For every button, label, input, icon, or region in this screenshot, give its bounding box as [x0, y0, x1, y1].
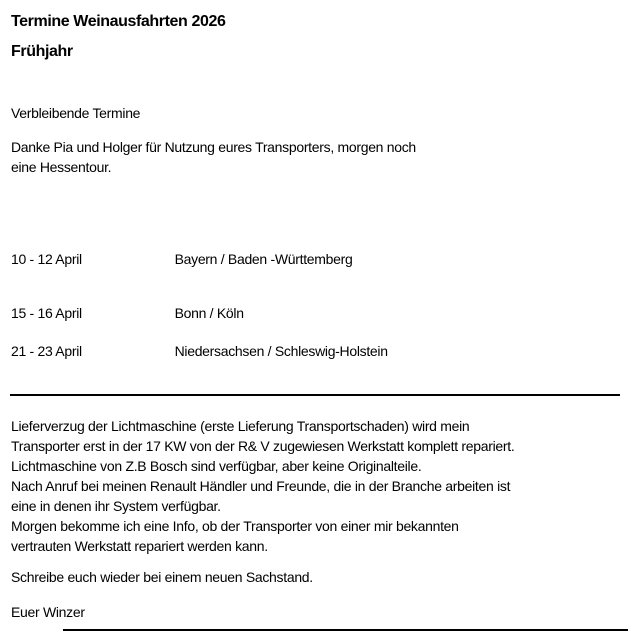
intro-line: eine Hessentour.	[11, 159, 112, 175]
schedule-row	[11, 341, 388, 361]
bottom-rule	[63, 629, 628, 631]
status-line: Transporter erst in der 17 KW von der R& V zugewiesen Werkstatt komplett repariert.	[11, 438, 515, 454]
schedule-destination: Bonn / Köln	[174, 305, 244, 321]
status-line: Lieferverzug der Lichtmaschine (erste Lieferung Transportschaden) wird mein	[11, 418, 470, 434]
remaining-dates-label: Verbleibende Termine	[11, 105, 141, 121]
intro-paragraph	[11, 137, 416, 177]
closing-text: Schreibe euch wieder bei einem neuen Sachstand.	[11, 569, 313, 585]
status-line: Lichtmaschine von Z.B Bosch sind verfügbar, aber keine Originalteile.	[11, 458, 422, 474]
status-paragraph	[11, 416, 514, 556]
schedule-date: 10 - 12 April	[11, 251, 82, 267]
status-line: vertrauten Werkstatt repariert werden kann.	[11, 538, 268, 554]
schedule-destination: Niedersachsen / Schleswig-Holstein	[174, 343, 388, 359]
schedule-row	[11, 249, 352, 269]
status-line: Morgen bekomme ich eine Info, ob der Transporter von einer mir bekannten	[11, 518, 459, 534]
page-title: Termine Weinausfahrten 2026	[11, 13, 226, 30]
status-line: eine in denen ihr System verfügbar.	[11, 498, 221, 514]
signature-text: Euer Winzer	[11, 604, 85, 620]
page-subtitle: Frühjahr	[11, 43, 73, 60]
status-line: Nach Anruf bei meinen Renault Händler und Freunde, die in der Branche arbeiten ist	[11, 478, 511, 494]
schedule-row	[11, 303, 244, 323]
intro-line: Danke Pia und Holger für Nutzung eures Transporters, morgen noch	[11, 139, 416, 155]
schedule-date: 21 - 23 April	[11, 343, 82, 359]
schedule-destination: Bayern / Baden -Württemberg	[174, 251, 353, 267]
divider-rule	[10, 394, 620, 396]
schedule-date: 15 - 16 April	[11, 305, 82, 321]
